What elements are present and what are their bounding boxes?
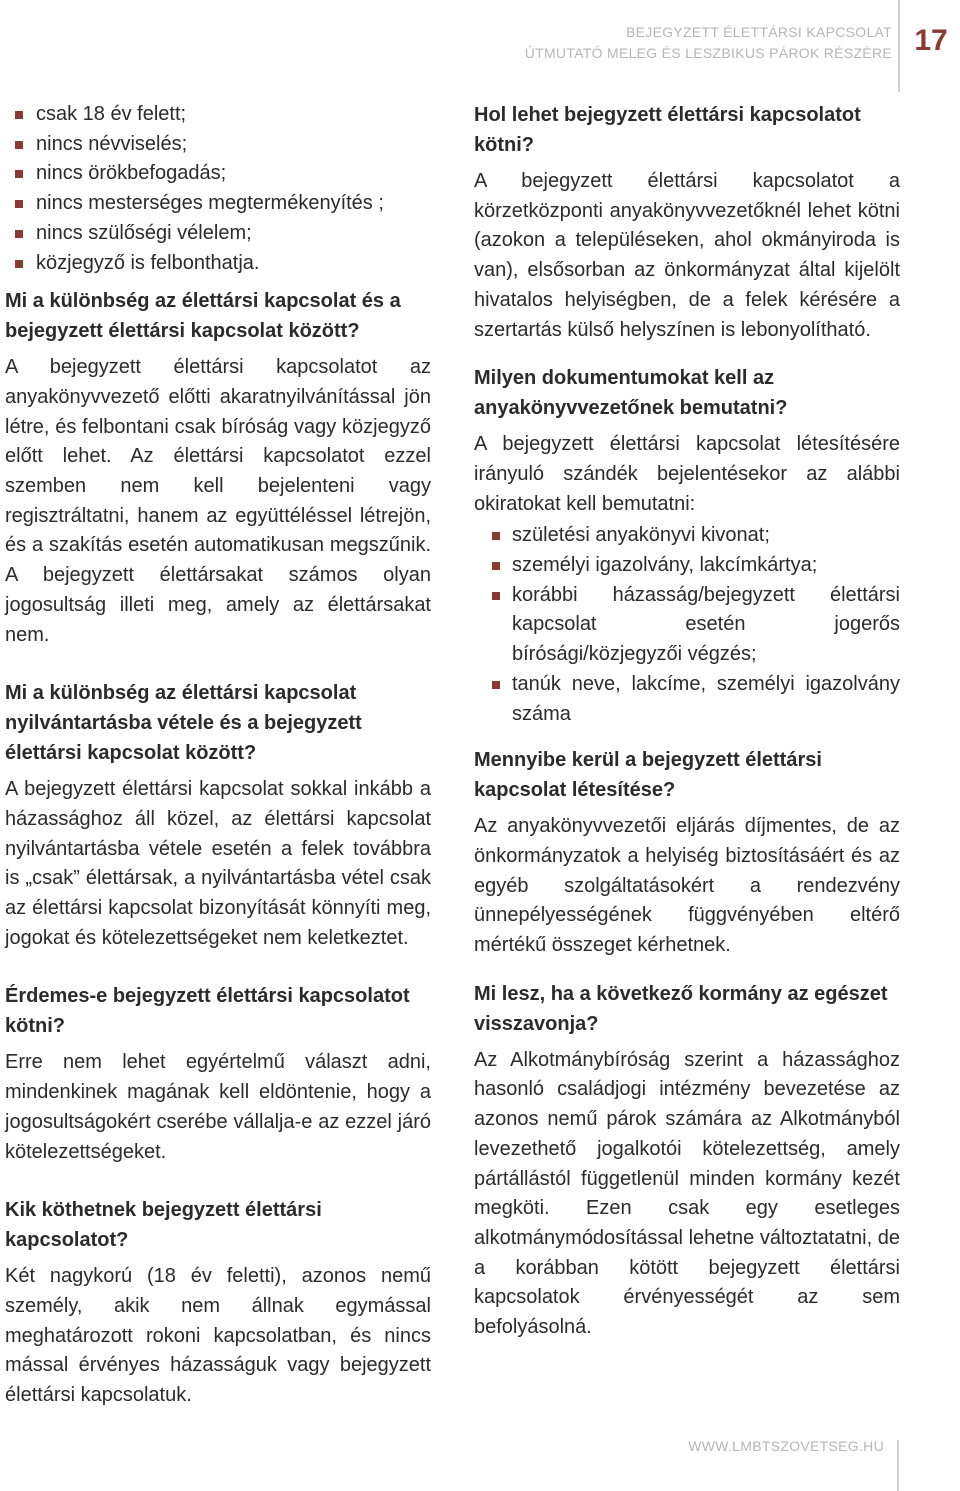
list-item: közjegyző is felbonthatja. (5, 249, 431, 279)
section-heading: Milyen dokumentumokat kell az anyakönyvvezetőnek bemutatni? (474, 367, 788, 420)
square-bullet-icon (492, 532, 500, 540)
list-item: nincs névviselés; (5, 130, 431, 160)
list-item: személyi igazolvány, lakcímkártya; (474, 551, 900, 581)
section-heading: Mi a különbség az élettársi kapcsolat nyilvántartásba vétele és a bejegyzett élettársi kapcsolat között? (5, 682, 362, 765)
section-body: Két nagykorú (18 év feletti), azonos nemű személy, akik nem állnak egymással meghatározott rokoni kapcsolatban, és nincs mással érvényes házasságuk vagy bejegyzett élettársi kapcsolatuk. (5, 1265, 431, 1407)
list-item: korábbi házasság/bejegyzett élettársi kapcsolat esetén jogerős bírósági/közjegyzői végzés; (474, 581, 900, 670)
square-bullet-icon (15, 260, 23, 268)
section-body: A bejegyzett élettársi kapcsolat létesítésére irányuló szándék bejelentésekor az alábbi okiratokat kell bemutatni: (474, 433, 900, 515)
square-bullet-icon (15, 170, 23, 178)
footer-url: WWW.LMBTSZOVETSEG.HU (688, 1438, 884, 1454)
section-heading: Mi a különbség az élettársi kapcsolat és a bejegyzett élettársi kapcsolat között? (5, 290, 401, 343)
section-heading: Érdemes-e bejegyzett élettársi kapcsolatot kötni? (5, 985, 410, 1038)
square-bullet-icon (15, 111, 23, 119)
square-bullet-icon (15, 141, 23, 149)
section-body: Az anyakönyvvezetői eljárás díjmentes, de az önkormányzatok a helyiség biztosításáért és az egyéb szolgáltatásokért a rendezvény ünnepélyességének függvényében eltérő mértékű összeget kérhetnek. (474, 815, 900, 957)
square-bullet-icon (492, 592, 500, 600)
section-heading: Kik köthetnek bejegyzett élettársi kapcsolatot? (5, 1199, 322, 1252)
restrictions-list (5, 100, 431, 278)
header-subtitle: ÚTMUTATÓ MELEG ÉS LESZBIKUS PÁROK RÉSZÉRE (524, 45, 892, 61)
section-body: A bejegyzett élettársi kapcsolatot az anyakönyvvezető előtti akaratnyilvánítással jön létre, és felbontani csak bíróság vagy közjegyző előtt lehet. Az élettársi kapcsolatot ezzel szemben nem kell bejelenteni vagy regisztráltatni, hanem az együttéléssel létrejön, és a szakítás esetén automatikusan megszűnik. A bejegyzett élettársakat számos olyan jogosultság illeti meg, amely az élettársakat nem. (5, 356, 431, 646)
page-number: 17 (914, 24, 948, 57)
left-column (5, 100, 431, 1421)
square-bullet-icon (492, 562, 500, 570)
list-item: születési anyakönyvi kivonat; (474, 521, 900, 551)
documents-list (474, 521, 900, 729)
footer-divider (897, 1440, 899, 1491)
header-divider (898, 0, 900, 92)
list-item: nincs örökbefogadás; (5, 159, 431, 189)
header-title: BEJEGYZETT ÉLETTÁRSI KAPCSOLAT (626, 24, 892, 40)
square-bullet-icon (15, 230, 23, 238)
section-heading: Mi lesz, ha a következő kormány az egészet visszavonja? (474, 982, 888, 1035)
list-item: csak 18 év felett; (5, 100, 431, 130)
section-body: Erre nem lehet egyértelmű választ adni, mindenkinek magának kell eldöntenie, hogy a jogosultságokért cserébe vállalja-e az ezzel járó kötelezettségeket. (5, 1051, 431, 1163)
section-body: Az Alkotmánybíróság szerint a házassághoz hasonló családjogi intézmény bevezetése az azonos nemű párok számára az Alkotmányból levezethető jogalkotói kötelezettség, amely pártállástól függetlenül minden kormány kezét megköti. Ezen csak egy esetleges alkotmánymódosítással lehetne változtatatni, de a korábban kötött bejegyzett élettársi kapcsolatok érvényességét az sem befolyásolná. (474, 1048, 900, 1339)
section-heading: Hol lehet bejegyzett élettársi kapcsolatot kötni? (474, 104, 861, 156)
list-item: nincs szülőségi vélelem; (5, 219, 431, 249)
section-body: A bejegyzett élettársi kapcsolat sokkal inkább a házassághoz áll közel, az élettársi kapcsolat nyilvántartásba vétele esetén a felek továbbra is „csak” élettársak, a nyilvántartásba vétel csak az élettársi kapcsolat bizonyítását könnyíti meg, jogokat és kötelezettségeket nem keletkeztet. (5, 778, 431, 949)
square-bullet-icon (15, 200, 23, 208)
list-item: nincs mesterséges megtermékenyítés ; (5, 189, 431, 219)
right-column (474, 100, 900, 1353)
section-body: A bejegyzett élettársi kapcsolatot a körzetközponti anyakönyvvezetőknél lehet kötni (azokon a településeken, ahol okmányiroda is van), elsősorban az önkormányzat által kijelölt hivatalos helyiségben, de a felek kérésére a szertartás külső helyszínen is lebonyolítható. (474, 170, 900, 341)
running-header (525, 22, 892, 64)
square-bullet-icon (492, 681, 500, 689)
section-heading: Mennyibe kerül a bejegyzett élettársi kapcsolat létesítése? (474, 749, 822, 802)
list-item: tanúk neve, lakcíme, személyi igazolvány száma (474, 670, 900, 729)
